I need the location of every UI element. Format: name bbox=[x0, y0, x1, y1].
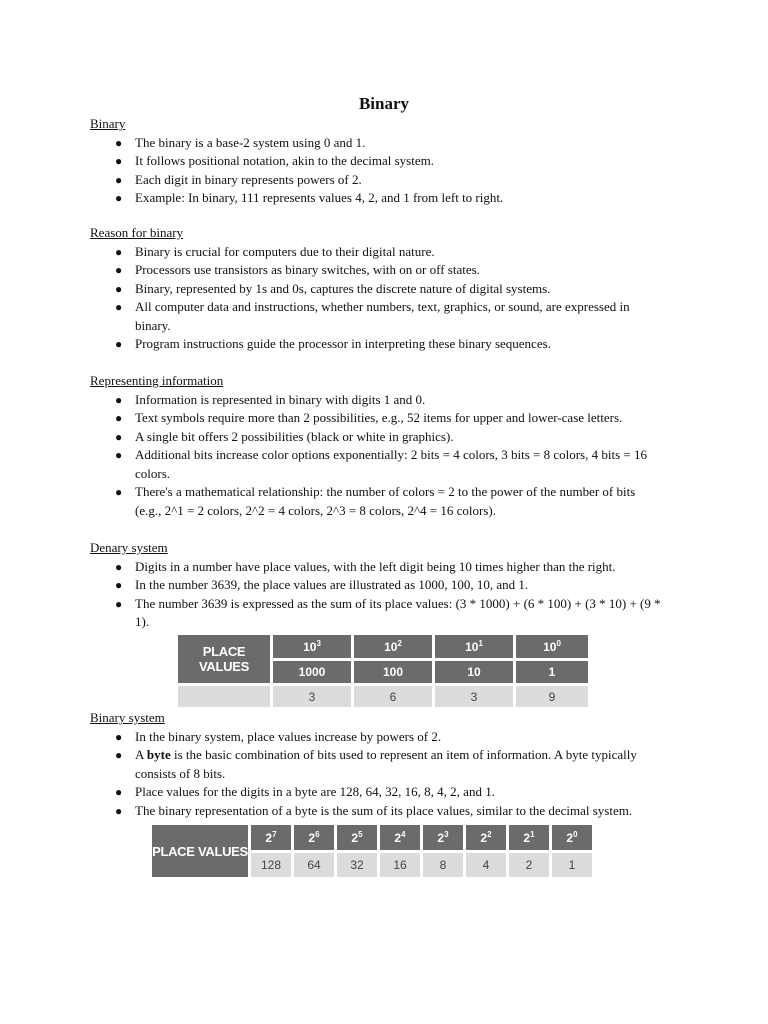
binary-value-cell: 2 bbox=[509, 853, 549, 878]
bullet-icon: ● bbox=[115, 748, 123, 762]
denary-digit-cell: 3 bbox=[435, 686, 513, 707]
binary-value-cell: 16 bbox=[380, 853, 420, 878]
bullet-list bbox=[90, 134, 690, 208]
bullet-icon: ● bbox=[115, 596, 123, 611]
denary-value-cell: 100 bbox=[354, 661, 432, 684]
section-heading: Reason for binary bbox=[90, 225, 184, 240]
bullet-icon: ● bbox=[115, 281, 123, 296]
binary-power-cell: $2^2$ bbox=[466, 825, 506, 850]
binary-power-cell: $2^3$ bbox=[423, 825, 463, 850]
bullet-icon: ● bbox=[115, 803, 123, 818]
binary-power-cell: $2^5$ bbox=[337, 825, 377, 850]
bullet-icon: ● bbox=[115, 154, 123, 168]
bullet-list bbox=[90, 243, 690, 354]
list-item: ● Each digit in binary represents powers of 2. bbox=[90, 171, 663, 190]
bullet-icon: ● bbox=[115, 263, 123, 277]
list-item: ● In the number 3639, the place values are illustrated as 1000, 100, 10, and 1. bbox=[90, 576, 663, 595]
denary-power-cell: $10^3$ bbox=[273, 635, 351, 658]
section-heading: Binary bbox=[90, 116, 126, 131]
bullet-icon: ● bbox=[115, 485, 123, 499]
binary-power-cell: $2^6$ bbox=[294, 825, 334, 850]
place-values-label: PLACE VALUES bbox=[152, 825, 248, 877]
bullet-list bbox=[90, 558, 690, 632]
section-heading: Denary system bbox=[90, 540, 168, 555]
binary-value-cell: 128 bbox=[251, 853, 291, 878]
bullet-icon: ● bbox=[115, 429, 123, 444]
list-item: ● It follows positional notation, akin to the decimal system. bbox=[90, 152, 663, 171]
denary-empty-cell bbox=[178, 686, 270, 707]
denary-power-cell: $10^1$ bbox=[435, 635, 513, 658]
list-item: ● Text symbols require more than 2 possibilities, e.g., 52 items for upper and lower-case letters. bbox=[90, 409, 663, 428]
denary-digit-cell: 9 bbox=[516, 686, 588, 707]
bullet-icon: ● bbox=[115, 191, 123, 205]
binary-power-cell: $2^4$ bbox=[380, 825, 420, 850]
place-values-label: PLACE VALUES bbox=[178, 635, 270, 683]
list-item: ● All computer data and instructions, whether numbers, text, graphics, or sound, are expressed in binary. bbox=[115, 299, 630, 333]
denary-value-cell: 10 bbox=[435, 661, 513, 684]
denary-digit-cell: 6 bbox=[354, 686, 432, 707]
bullet-icon: ● bbox=[115, 448, 123, 462]
list-item: ● Processors use transistors as binary switches, with on or off states. bbox=[90, 261, 663, 280]
bullet-icon: ● bbox=[115, 135, 123, 150]
binary-value-cell: 64 bbox=[294, 853, 334, 878]
denary-value-cell: 1000 bbox=[273, 661, 351, 684]
binary-value-cell: 1 bbox=[552, 853, 592, 878]
bullet-list bbox=[90, 728, 690, 821]
list-item: ● Program instructions guide the processor in interpreting these binary sequences. bbox=[90, 335, 663, 354]
list-item: ● In the binary system, place values increase by powers of 2. bbox=[90, 728, 663, 747]
bullet-icon: ● bbox=[115, 392, 123, 407]
list-item: ● A single bit offers 2 possibilities (black or white in graphics). bbox=[90, 428, 663, 447]
bullet-icon: ● bbox=[115, 300, 123, 314]
denary-value-cell: 1 bbox=[516, 661, 588, 684]
page-title: Binary bbox=[358, 94, 410, 113]
binary-power-cell: $2^0$ bbox=[552, 825, 592, 850]
list-item: ● Binary, represented by 1s and 0s, captures the discrete nature of digital systems. bbox=[90, 280, 663, 299]
section-binary bbox=[90, 115, 690, 208]
list-item: ● There's a mathematical relationship: the number of colors = 2 to the power of the number of bits (e.g., 2^1 = 2 colors, 2^2 = 4 colors, 2^3 = 8 colors, 2^4 = 16 colors). bbox=[115, 484, 636, 518]
section-representing-information bbox=[90, 372, 690, 520]
bold-term: byte bbox=[146, 747, 171, 762]
section-reason-for-binary bbox=[90, 224, 690, 354]
binary-power-cell: $2^1$ bbox=[509, 825, 549, 850]
binary-value-cell: 4 bbox=[466, 853, 506, 878]
list-item: ● The binary is a base-2 system using 0 and 1. bbox=[90, 134, 663, 153]
list-item: ● The number 3639 is expressed as the sum of its place values: (3 * 1000) + (6 * 100) + (3 * 10) + (9 * 1). bbox=[115, 595, 661, 629]
bullet-icon: ● bbox=[115, 337, 123, 351]
denary-place-values-table bbox=[175, 632, 591, 710]
bullet-icon: ● bbox=[115, 729, 123, 744]
denary-digit-cell: 3 bbox=[273, 686, 351, 707]
denary-power-cell: $10^2$ bbox=[354, 635, 432, 658]
list-item: ● Binary is crucial for computers due to their digital nature. bbox=[90, 243, 663, 262]
bullet-icon: ● bbox=[115, 785, 123, 799]
binary-value-cell: 8 bbox=[423, 853, 463, 878]
bullet-icon: ● bbox=[115, 411, 123, 425]
list-item: ● The binary representation of a byte is the sum of its place values, similar to the decimal system. bbox=[90, 802, 663, 821]
list-item: ● Additional bits increase color options exponentially: 2 bits = 4 colors, 3 bits = 8 colors, 4 bits = 16 colors. bbox=[115, 447, 647, 481]
bullet-icon: ● bbox=[115, 578, 123, 592]
list-item: ● Information is represented in binary with digits 1 and 0. bbox=[90, 391, 663, 410]
binary-value-cell: 32 bbox=[337, 853, 377, 878]
section-binary-system bbox=[90, 709, 690, 820]
section-heading: Representing information bbox=[90, 373, 224, 388]
section-heading: Binary system bbox=[90, 710, 165, 725]
bullet-icon: ● bbox=[115, 172, 123, 187]
binary-power-cell: $2^7$ bbox=[251, 825, 291, 850]
list-item: ● Place values for the digits in a byte are 128, 64, 32, 16, 8, 4, 2, and 1. bbox=[90, 783, 663, 802]
binary-place-values-table bbox=[149, 822, 595, 880]
list-item: ● Example: In binary, 111 represents values 4, 2, and 1 from left to right. bbox=[90, 189, 663, 208]
bullet-icon: ● bbox=[115, 559, 123, 574]
bullet-list bbox=[90, 391, 690, 521]
section-denary-system bbox=[90, 539, 690, 632]
list-item: ● Digits in a number have place values, with the left digit being 10 times higher than the right. bbox=[90, 558, 663, 577]
list-item-byte-definition: ● A byte is the basic combination of bits used to represent an item of information. A byte typically consists of 8 bits. bbox=[115, 747, 637, 781]
denary-power-cell: $10^0$ bbox=[516, 635, 588, 658]
bullet-icon: ● bbox=[115, 244, 123, 259]
